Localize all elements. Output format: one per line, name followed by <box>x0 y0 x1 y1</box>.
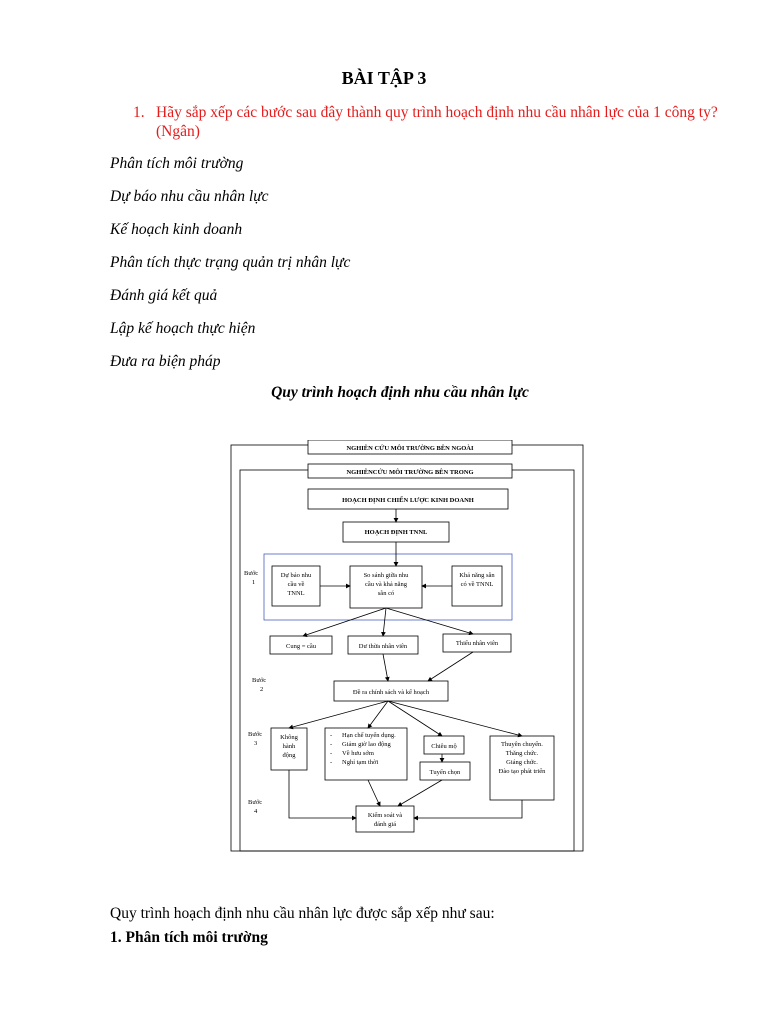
step-item: Đánh giá kết quả <box>110 287 218 304</box>
control-label: đánh giá <box>373 821 397 828</box>
compare-label: So sánh giữa nhu <box>363 572 409 579</box>
intro-text: Quy trình hoạch định nhu cầu nhân lực được sắp xếp như sau: <box>110 905 495 922</box>
forecast-label: Dự báo nhu <box>280 572 312 579</box>
bullet-dash: - <box>330 741 333 748</box>
step-number: 3 <box>254 740 258 747</box>
bullet-dash: - <box>330 732 333 739</box>
forecast-label: cầu về <box>287 581 305 588</box>
step-item: Dự báo nhu cầu nhân lực <box>110 188 269 205</box>
step-label: Bước <box>248 799 263 806</box>
surplus-measure: Giảm giờ lao động <box>342 741 391 748</box>
step-number: 4 <box>254 808 258 815</box>
question-number: 1. <box>133 104 145 121</box>
balance-label: Cung = cầu <box>285 643 317 650</box>
surplus-measure: Nghỉ tạm thời <box>342 759 379 766</box>
step-number: 2 <box>260 686 264 693</box>
internal-move: Thăng chức. <box>505 750 539 757</box>
strategy-label: HOẠCH ĐỊNH CHIẾN LƯỢC KINH DOANH <box>342 497 474 504</box>
no-action-label: hành <box>282 743 296 750</box>
step-item: Lập kế hoạch thực hiện <box>110 320 256 337</box>
inner-environment-frame <box>240 470 574 851</box>
question-text: Hãy sắp xếp các bước sau đây thành quy trình hoạch định nhu cầu nhân lực của 1 công ty? (Ngân) <box>156 104 718 140</box>
internal-research-label: NGHIÊNCỨU MÔI TRƯỜNG BÊN TRONG <box>346 469 474 476</box>
internal-move: Đào tạo phát triển <box>498 768 546 775</box>
question <box>133 103 723 141</box>
forecast-label: TNNL <box>287 590 305 597</box>
bullet-dash: - <box>330 759 333 766</box>
control-box <box>356 806 414 832</box>
step-number: 1 <box>252 579 256 586</box>
control-label: Kiểm soát và <box>367 812 403 819</box>
section-heading: 1. Phân tích môi trường <box>110 929 268 946</box>
shortage-label: Thiếu nhân viên <box>455 640 499 647</box>
supply-label: có về TNNL <box>460 581 494 588</box>
surplus-measure: Về hưu sớm <box>342 750 374 757</box>
surplus-label: Dư thừa nhân viên <box>358 643 408 650</box>
bullet-dash: - <box>330 750 333 757</box>
step-label: Bước <box>252 677 267 684</box>
step-item: Đưa ra biện pháp <box>110 353 221 370</box>
step-label: Bước <box>248 731 263 738</box>
hr-planning-diagram <box>228 440 588 854</box>
compare-label: cầu và khả năng <box>364 581 408 588</box>
surplus-measure: Hạn chế tuyển dụng. <box>342 732 396 739</box>
hr-planning-label: HOẠCH ĐỊNH TNNL <box>364 529 428 536</box>
no-action-label: Không <box>280 734 298 741</box>
external-research-label: NGHIÊN CỨU MÔI TRƯỜNG BÊN NGOÀI <box>346 445 474 452</box>
policy-label: Đề ra chính sách và kế hoạch <box>352 689 430 696</box>
compare-label: sẵn có <box>377 590 395 597</box>
internal-move: Giáng chức. <box>506 759 538 766</box>
step-item: Phân tích môi trường <box>110 155 244 172</box>
recruit-label: Chiêu mộ <box>431 743 457 750</box>
internal-move: Thuyên chuyển. <box>501 741 543 748</box>
figure-caption: Quy trình hoạch định nhu cầu nhân lực <box>271 384 529 401</box>
supply-label: Khả năng sẵn <box>459 572 495 579</box>
select-label: Tuyển chọn <box>429 769 461 776</box>
step-item: Phân tích thực trạng quản trị nhân lực <box>110 254 351 271</box>
step-item: Kế hoạch kinh doanh <box>110 221 243 238</box>
step-label: Bước <box>244 570 259 577</box>
page-title: BÀI TẬP 3 <box>341 68 427 88</box>
no-action-label: động <box>282 752 296 759</box>
